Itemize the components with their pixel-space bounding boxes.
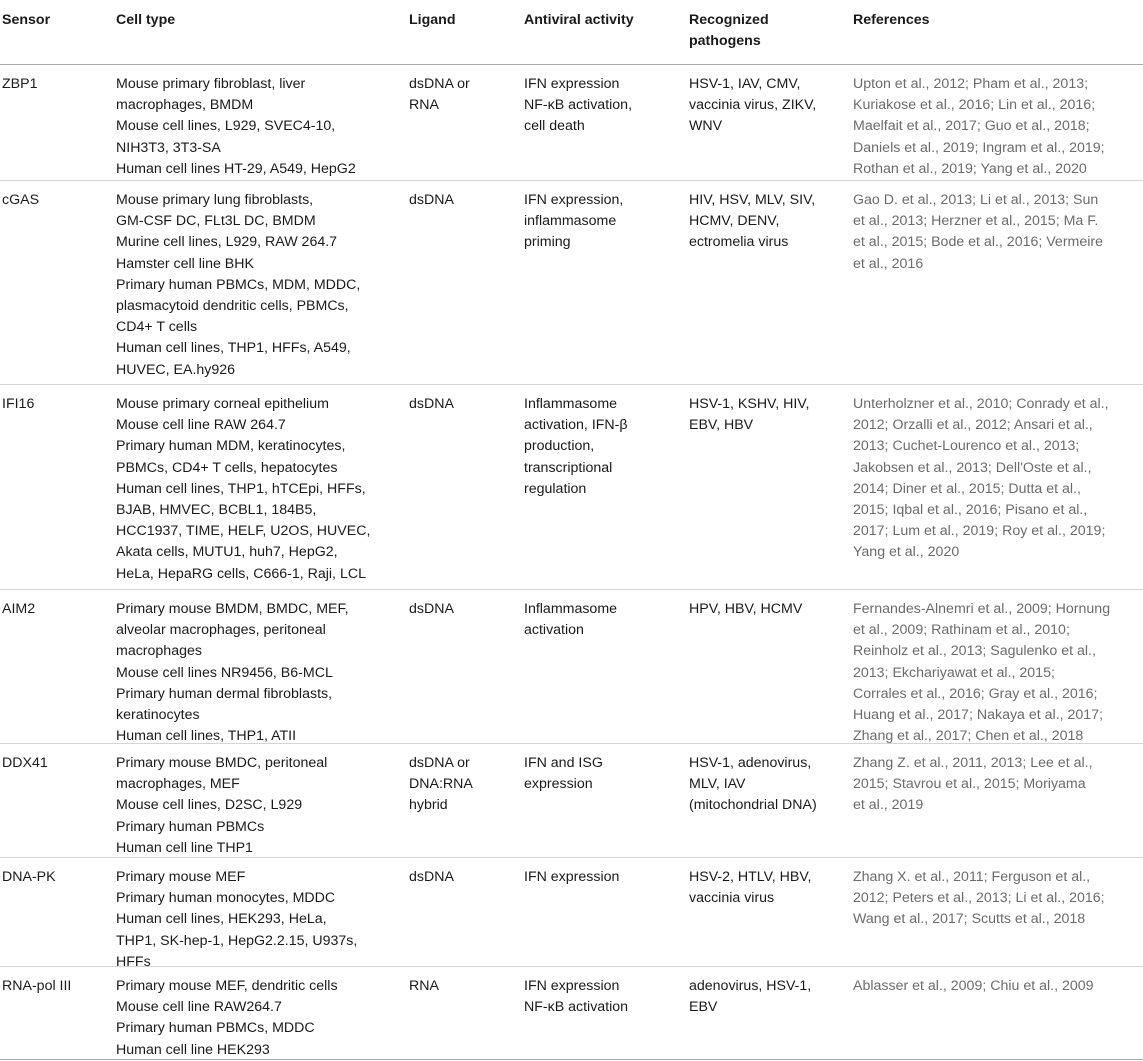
cell-line: HPV, HBV, HCMV xyxy=(689,601,803,617)
cell-line: HFFs xyxy=(116,953,151,970)
cell-line: HeLa, HepaRG cells, C666-1, Raji, LCL xyxy=(116,565,366,582)
cell-line: dsDNA xyxy=(409,601,454,617)
cell-line: NF-κB activation xyxy=(524,999,629,1016)
table-row xyxy=(0,590,1143,744)
ligand-cell xyxy=(409,867,454,888)
header-ligand: Ligand xyxy=(409,12,456,28)
cell-type-cell xyxy=(116,867,357,973)
cell-line: Mouse cell lines, L929, SVEC4-10, xyxy=(116,118,336,135)
cell-line: IFN and ISG xyxy=(524,755,603,771)
cell-line: MLV, IAV xyxy=(689,776,746,793)
header-line: Recognized xyxy=(689,12,769,28)
table-row xyxy=(0,744,1143,858)
cell-type-cell xyxy=(116,976,338,1061)
cell-line: cGAS xyxy=(2,192,40,208)
sensor-cell xyxy=(2,867,56,888)
cell-line: transcriptional xyxy=(524,459,613,476)
cell-line: macrophages xyxy=(116,643,202,660)
cell-line: HSV-1, adenovirus, xyxy=(689,755,812,771)
references-cell xyxy=(853,976,1094,997)
header-references: References xyxy=(853,12,930,28)
pathogens-cell xyxy=(689,599,802,620)
cell-line: THP1, SK-hep-1, HepG2.2.15, U937s, xyxy=(116,932,358,949)
cell-line: Daniels et al., 2019; Ingram et al., 2019; xyxy=(853,139,1105,156)
sensor-cell xyxy=(2,74,37,95)
cell-line: Inflammasome xyxy=(524,396,618,412)
cell-line: ectromelia virus xyxy=(689,234,789,251)
antiviral-activity-cell xyxy=(524,599,617,641)
cell-line: adenovirus, HSV-1, xyxy=(689,978,812,994)
cell-line: cell death xyxy=(524,118,585,135)
cell-line: HCMV, DENV, xyxy=(689,213,780,230)
cell-line: plasmacytoid dendritic cells, PBMCs, xyxy=(116,298,349,315)
cell-line: macrophages, BMDM xyxy=(116,97,254,114)
cell-line: DNA:RNA xyxy=(409,776,473,793)
sensor-cell xyxy=(2,394,34,415)
cell-line: 2013; Ekchariyawat et al., 2015; xyxy=(853,664,1055,681)
cell-type-cell xyxy=(116,190,360,381)
ligand-cell xyxy=(409,394,454,415)
cell-line: PBMCs, CD4+ T cells, hepatocytes xyxy=(116,459,338,476)
cell-line: Primary human PBMCs, MDDC xyxy=(116,1020,315,1037)
cell-line: 2015; Iqbal et al., 2016; Pisano et al., xyxy=(853,502,1088,519)
cell-line: Primary human PBMCs, MDM, MDDC, xyxy=(116,276,361,293)
cell-line: Primary mouse BMDC, peritoneal xyxy=(116,755,328,771)
cell-line: BJAB, HMVEC, BCBL1, 184B5, xyxy=(116,502,317,519)
cell-line: RNA xyxy=(409,978,439,994)
cell-line: Primary human dermal fibroblasts, xyxy=(116,685,333,702)
cell-line: Human cell lines, HEK293, HeLa, xyxy=(116,911,327,928)
cell-line: HSV-2, HTLV, HBV, xyxy=(689,869,812,885)
cell-line: Hamster cell line BHK xyxy=(116,255,254,272)
cell-line: Human cell line THP1 xyxy=(116,839,253,856)
cell-line: activation xyxy=(524,622,584,639)
ligand-cell xyxy=(409,976,439,997)
cell-line: Human cell lines, THP1, HFFs, A549, xyxy=(116,340,351,357)
cell-line: vaccinia virus, ZIKV, xyxy=(689,97,817,114)
ligand-cell xyxy=(409,599,454,620)
ligand-cell xyxy=(409,753,473,817)
cell-line: Ablasser et al., 2009; Chiu et al., 2009 xyxy=(853,978,1094,994)
cell-line: Rothan et al., 2019; Yang et al., 2020 xyxy=(853,160,1087,177)
ligand-cell xyxy=(409,74,470,116)
cell-line: Unterholzner et al., 2010; Conrady et al., xyxy=(853,396,1109,412)
cell-line: Yang et al., 2020 xyxy=(853,544,960,561)
header-cell-type: Cell type xyxy=(116,12,176,28)
cell-line: regulation xyxy=(524,480,587,497)
cell-line: CD4+ T cells xyxy=(116,319,198,336)
cell-line: dsDNA or xyxy=(409,76,470,92)
cell-line: WNV xyxy=(689,118,723,135)
cell-line: Mouse cell line RAW264.7 xyxy=(116,999,282,1016)
pathogens-cell xyxy=(689,976,811,1018)
cell-line: et al., 2019 xyxy=(853,797,924,814)
cell-line: et al., 2016 xyxy=(853,255,924,272)
cell-line: et al., 2013; Herzner et al., 2015; Ma F. xyxy=(853,213,1099,230)
cell-line: DNA-PK xyxy=(2,869,56,885)
cell-line: Maelfait et al., 2017; Guo et al., 2018; xyxy=(853,118,1090,135)
sensor-cell xyxy=(2,976,71,997)
references-cell xyxy=(853,74,1105,180)
cell-line: Primary human PBMCs xyxy=(116,818,265,835)
cell-line: RNA-pol III xyxy=(2,978,72,994)
cell-line: HCC1937, TIME, HELF, U2OS, HUVEC, xyxy=(116,523,371,540)
pathogens-cell xyxy=(689,74,816,138)
cell-line: keratinocytes xyxy=(116,707,200,724)
cell-line: macrophages, MEF xyxy=(116,776,240,793)
cell-line: 2012; Peters et al., 2013; Li et al., 2016; xyxy=(853,890,1105,907)
cell-line: alveolar macrophages, peritoneal xyxy=(116,622,326,639)
cell-type-cell xyxy=(116,74,356,180)
cell-line: Reinholz et al., 2013; Sagulenko et al., xyxy=(853,643,1096,660)
cell-line: Primary mouse MEF xyxy=(116,869,246,885)
cell-line: Wang et al., 2017; Scutts et al., 2018 xyxy=(853,911,1086,928)
cell-line: HSV-1, IAV, CMV, xyxy=(689,76,801,92)
cell-line: IFI16 xyxy=(2,396,35,412)
cell-line: Akata cells, MUTU1, huh7, HepG2, xyxy=(116,544,338,561)
table-row xyxy=(0,181,1143,385)
cell-line: activation, IFN-β xyxy=(524,417,628,434)
cell-line: Primary mouse BMDM, BMDC, MEF, xyxy=(116,601,349,617)
cell-line: Mouse primary fibroblast, liver xyxy=(116,76,306,92)
antiviral-activity-cell xyxy=(524,753,603,795)
cell-type-cell xyxy=(116,599,349,747)
cell-type-cell xyxy=(116,753,327,859)
table-header xyxy=(0,0,1143,65)
cell-line: Mouse primary lung fibroblasts, xyxy=(116,192,314,208)
antiviral-activity-cell xyxy=(524,394,628,500)
cell-line: RNA xyxy=(409,97,439,114)
cell-line: hybrid xyxy=(409,797,448,814)
cell-line: EBV xyxy=(689,999,718,1016)
cell-line: Inflammasome xyxy=(524,601,618,617)
cell-line: Zhang X. et al., 2011; Ferguson et al., xyxy=(853,869,1091,885)
cell-line: 2014; Diner et al., 2015; Dutta et al., xyxy=(853,480,1081,497)
cell-line: 2012; Orzalli et al., 2012; Ansari et al., xyxy=(853,417,1093,434)
cell-line: (mitochondrial DNA) xyxy=(689,797,817,814)
sensor-cell xyxy=(2,190,39,211)
cell-line: Mouse primary corneal epithelium xyxy=(116,396,329,412)
cell-line: HUVEC, EA.hy926 xyxy=(116,361,236,378)
sensor-cell xyxy=(2,599,35,620)
cell-line: IFN expression xyxy=(524,869,620,885)
cell-line: IFN expression xyxy=(524,76,620,92)
cell-line: dsDNA xyxy=(409,396,454,412)
header-recognized-pathogens xyxy=(689,10,769,52)
pathogens-cell xyxy=(689,190,815,254)
table-row xyxy=(0,858,1143,970)
cell-line: Upton et al., 2012; Pham et al., 2013; xyxy=(853,76,1089,92)
cell-line: Primary mouse MEF, dendritic cells xyxy=(116,978,338,994)
references-cell xyxy=(853,753,1093,817)
cell-line: dsDNA xyxy=(409,192,454,208)
cell-line: IFN expression xyxy=(524,978,620,994)
cell-line: AIM2 xyxy=(2,601,36,617)
header-line: pathogens xyxy=(689,33,761,49)
table-row xyxy=(0,967,1143,1060)
cell-line: 2015; Stavrou et al., 2015; Moriyama xyxy=(853,776,1086,793)
cell-line: Human cell line HEK293 xyxy=(116,1041,270,1058)
pathogens-cell xyxy=(689,867,812,909)
cell-line: Huang et al., 2017; Nakaya et al., 2017; xyxy=(853,707,1104,724)
cell-line: Primary human MDM, keratinocytes, xyxy=(116,438,346,455)
references-cell xyxy=(853,190,1103,275)
cell-line: Mouse cell lines, D2SC, L929 xyxy=(116,797,303,814)
cell-line: dsDNA xyxy=(409,869,454,885)
table-row xyxy=(0,385,1143,590)
cell-line: Zhang et al., 2017; Chen et al., 2018 xyxy=(853,728,1084,745)
cell-line: Corrales et al., 2016; Gray et al., 2016; xyxy=(853,685,1098,702)
cell-line: priming xyxy=(524,234,571,251)
cell-line: et al., 2015; Bode et al., 2016; Vermeire xyxy=(853,234,1104,251)
cell-line: 2013; Cuchet-Lourenco et al., 2013; xyxy=(853,438,1080,455)
cell-line: HIV, HSV, MLV, SIV, xyxy=(689,192,816,208)
cell-line: Human cell lines, THP1, ATII xyxy=(116,728,297,745)
cell-line: vaccinia virus xyxy=(689,890,775,907)
cell-line: Jakobsen et al., 2013; Dell'Oste et al., xyxy=(853,459,1092,476)
references-cell xyxy=(853,867,1105,931)
header-antiviral-activity: Antiviral activity xyxy=(524,12,634,28)
cell-line: ZBP1 xyxy=(2,76,38,92)
table-row xyxy=(0,65,1143,181)
cell-line: inflammasome xyxy=(524,213,617,230)
cell-line: Kuriakose et al., 2016; Lin et al., 2016; xyxy=(853,97,1096,114)
cell-line: Human cell lines, THP1, hTCEpi, HFFs, xyxy=(116,480,366,497)
cell-line: NIH3T3, 3T3-SA xyxy=(116,139,221,156)
cell-line: Fernandes-Alnemri et al., 2009; Hornung xyxy=(853,601,1111,617)
cell-line: Zhang Z. et al., 2011, 2013; Lee et al., xyxy=(853,755,1093,771)
sensor-cell xyxy=(2,753,48,774)
cell-line: Mouse cell lines NR9456, B6-MCL xyxy=(116,664,333,681)
cell-line: et al., 2009; Rathinam et al., 2010; xyxy=(853,622,1070,639)
cell-line: expression xyxy=(524,776,593,793)
cell-line: Human cell lines HT-29, A549, HepG2 xyxy=(116,160,356,177)
cell-line: Murine cell lines, L929, RAW 264.7 xyxy=(116,234,338,251)
antiviral-activity-cell xyxy=(524,190,623,254)
cell-line: dsDNA or xyxy=(409,755,470,771)
references-cell xyxy=(853,394,1109,564)
cell-line: HSV-1, KSHV, HIV, xyxy=(689,396,810,412)
cell-line: DDX41 xyxy=(2,755,48,771)
antiviral-activity-cell xyxy=(524,74,632,138)
cell-line: Primary human monocytes, MDDC xyxy=(116,890,336,907)
pathogens-cell xyxy=(689,394,809,436)
antiviral-activity-cell xyxy=(524,867,619,888)
pathogens-cell xyxy=(689,753,817,817)
cell-line: IFN expression, xyxy=(524,192,624,208)
ligand-cell xyxy=(409,190,454,211)
cell-line: GM-CSF DC, FLt3L DC, BMDM xyxy=(116,213,316,230)
cell-line: production, xyxy=(524,438,595,455)
cell-type-cell xyxy=(116,394,370,585)
cell-line: NF-κB activation, xyxy=(524,97,633,114)
cell-line: Mouse cell line RAW 264.7 xyxy=(116,417,286,434)
references-cell xyxy=(853,599,1110,747)
cell-line: Gao D. et al., 2013; Li et al., 2013; Sun xyxy=(853,192,1099,208)
cell-line: EBV, HBV xyxy=(689,417,754,434)
cell-line: 2017; Lum et al., 2019; Roy et al., 2019; xyxy=(853,523,1106,540)
header-sensor: Sensor xyxy=(2,12,51,28)
antiviral-activity-cell xyxy=(524,976,628,1018)
